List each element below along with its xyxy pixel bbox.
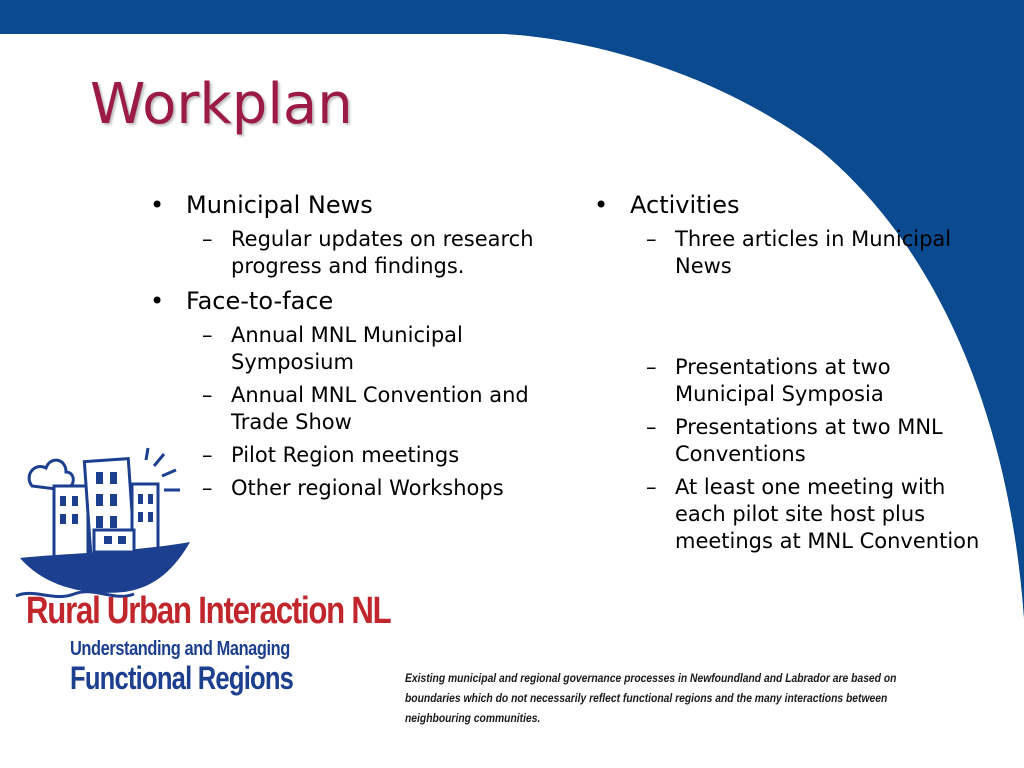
- sub-item: – Presentations at two Municipal Symposia: [590, 354, 990, 408]
- right-column: [590, 190, 990, 561]
- footer-note: Existing municipal and regional governance processes in Newfoundland and Labrador are based on boundaries which do not necessarily reflect functional regions and the many interactions between neighbouring communities.: [405, 671, 897, 725]
- bullet-face-to-face: • Face-to-face: [146, 286, 566, 316]
- sub-item: – At least one meeting with each pilot site host plus meetings at MNL Convention: [590, 474, 990, 555]
- slide-title: Workplan: [90, 72, 353, 137]
- sub-item: – Other regional Workshops: [146, 475, 566, 502]
- bullet-municipal-news: • Municipal News: [146, 190, 566, 220]
- sub-item: – Annual MNL Convention and Trade Show: [146, 382, 566, 436]
- city-boat-logo-icon: [14, 446, 194, 606]
- org-name: Rural Urban Interaction NL: [26, 590, 391, 632]
- sub-item: – Presentations at two MNL Conventions: [590, 414, 990, 468]
- org-tagline: Understanding and Managing: [70, 638, 290, 660]
- org-tagline-regions: Functional Regions: [70, 660, 294, 696]
- bullet-activities: • Activities: [590, 190, 990, 220]
- sub-item: – Annual MNL Municipal Symposium: [146, 322, 566, 376]
- sub-item: – Pilot Region meetings: [146, 442, 566, 469]
- sub-item: – Three articles in Municipal News: [590, 226, 990, 280]
- sub-item: – Regular updates on research progress and findings.: [146, 226, 566, 280]
- spacer: [590, 286, 990, 354]
- left-column: [146, 190, 566, 508]
